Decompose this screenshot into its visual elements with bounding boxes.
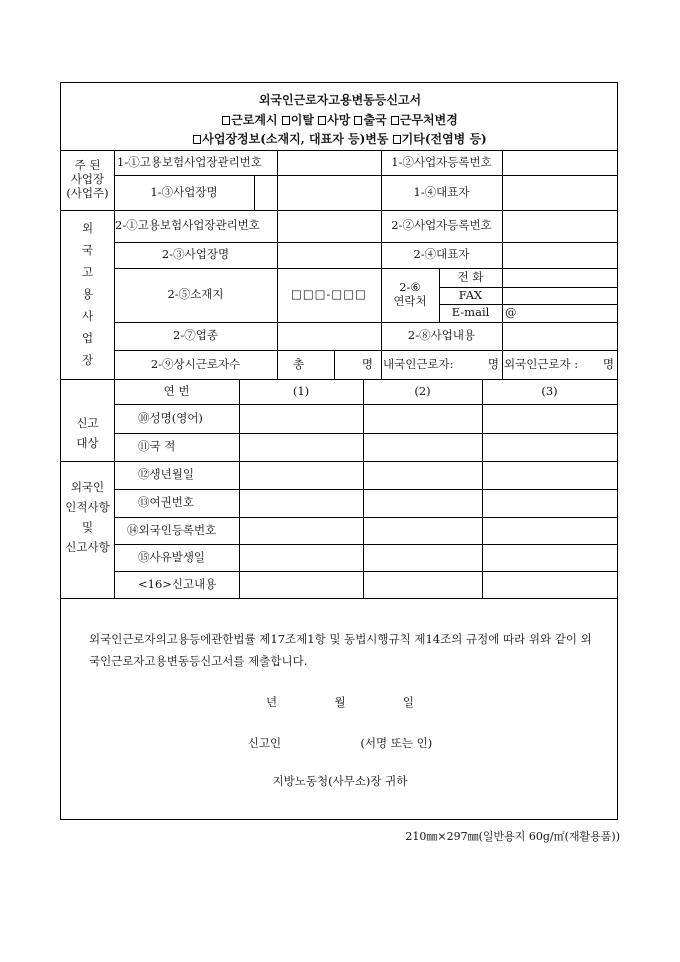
checkbox-departure[interactable]: 출국 (354, 113, 386, 127)
column-1-header: (1) (292, 383, 310, 398)
report-target-header: 신고 대상 (76, 416, 99, 450)
workers-label: 2-⑨상시근로자수 (150, 356, 241, 371)
row-report-content-label: <16>신고내용 (138, 576, 217, 591)
report-form (60, 82, 618, 820)
foreign-name-field[interactable] (277, 242, 381, 268)
date-year-field[interactable]: 년 (266, 695, 278, 709)
checkbox-icon (193, 135, 201, 144)
checkbox-icon (393, 135, 401, 144)
total-workers-field[interactable]: 총 명 (293, 356, 373, 371)
foreign-insurance-no-field[interactable] (277, 210, 381, 242)
fax-label: FAX (458, 287, 483, 302)
main-rep-field[interactable] (502, 175, 617, 210)
phone-field[interactable] (502, 268, 617, 287)
reporter-line (61, 735, 619, 751)
contact-label: 2-⑥ 연락처 (393, 280, 427, 308)
column-2-header: (2) (414, 383, 431, 398)
signature-field[interactable]: (서명 또는 인) (360, 736, 433, 750)
row-name-label: ⑩성명(영어) (138, 410, 203, 425)
date-day-field[interactable]: 일 (402, 695, 414, 709)
main-name-label: 1-③사업장명 (150, 184, 218, 199)
checkbox-icon (354, 116, 362, 125)
checkbox-work-start[interactable]: 근로계시 (222, 113, 277, 127)
foreign-employer-header: 외 국 고 용 사 업 장 (81, 221, 94, 367)
checkbox-workplace-change[interactable]: 근무처변경 (391, 113, 458, 127)
checkbox-other[interactable]: 기타(전염병 등) (393, 132, 487, 146)
declaration-text: 외국인근로자의고용등에관한법률 제17조제1항 및 동법시행규칙 제14조의 규정에 따라 위와 같이 외국인근로자고용변동등신고서를 제출합니다. (89, 632, 592, 668)
row-birthdate-label: ⑫생년월일 (138, 467, 194, 482)
main-insurance-no-field[interactable] (277, 150, 381, 175)
checkbox-icon (391, 116, 399, 125)
main-rep-label: 1-④대표자 (413, 184, 470, 199)
address-label: 2-⑤소재지 (167, 287, 224, 302)
foreign-biz-reg-no-field[interactable] (502, 210, 617, 242)
main-name-field[interactable] (277, 175, 381, 210)
reporter-label: 신고인 (247, 736, 282, 750)
row-event-date-label: ⑮사유발생일 (138, 549, 206, 564)
foreign-workers-field[interactable]: 외국인근로자 : 명 (504, 356, 614, 371)
email-label: E-mail (451, 305, 490, 320)
checkbox-icon (282, 116, 290, 125)
main-employer-header: 주 된 사업장 (사업주) (66, 158, 109, 200)
paper-spec-footer: 210㎜×297㎜(일반용지 60g/㎡(재활용품)) (405, 830, 620, 843)
foreign-biz-reg-no-label: 2-②사업자등록번호 (391, 218, 492, 233)
checkbox-employer-info-change[interactable]: 사업장정보(소재지, 대표자 등)변동 (193, 132, 388, 146)
email-field[interactable]: @ (505, 305, 517, 320)
checkbox-escape[interactable]: 이탈 (282, 113, 314, 127)
fax-field[interactable] (502, 287, 617, 304)
business-field[interactable] (502, 322, 617, 350)
date-month-field[interactable]: 월 (334, 695, 346, 709)
foreigner-info-header: 외국인 인적사항 및 신고사항 (65, 480, 110, 554)
recipient: 지방노동청(사무소)장 귀하 (272, 774, 408, 788)
date-line (61, 694, 619, 710)
row-nationality-label: ⑪국 적 (138, 439, 176, 454)
foreign-rep-field[interactable] (502, 242, 617, 268)
main-biz-reg-no-field[interactable] (502, 150, 617, 175)
checkbox-icon (222, 116, 230, 125)
main-insurance-no-label: 1-①고용보험사업장관리번호 (117, 154, 262, 169)
row-passport-label: ⑬여권번호 (138, 495, 194, 510)
form-type-line-2 (61, 130, 619, 147)
checkbox-icon (318, 116, 326, 125)
serial-label: 연 번 (163, 383, 190, 398)
foreign-name-label: 2-③사업장명 (161, 247, 230, 262)
form-type-line-1 (61, 111, 619, 128)
address-postal-field[interactable]: □□□-□□□ (290, 287, 368, 302)
main-biz-reg-no-label: 1-②사업자등록번호 (391, 154, 492, 169)
checkbox-death[interactable]: 사망 (318, 113, 350, 127)
domestic-workers-field[interactable]: 내국인근로자: 명 (383, 356, 499, 371)
industry-field[interactable] (277, 322, 381, 350)
business-label: 2-⑧사업내용 (407, 328, 476, 343)
phone-label: 전 화 (457, 269, 484, 284)
form-title: 외국인근로자고용변동등신고서 (258, 93, 422, 107)
industry-label: 2-⑦업종 (173, 328, 218, 343)
row-registration-label: ⑭외국인등록번호 (127, 522, 217, 537)
column-3-header: (3) (541, 383, 558, 398)
foreign-rep-label: 2-④대표자 (413, 247, 470, 262)
foreign-insurance-no-label: 2-①고용보험사업장관리번호 (115, 218, 260, 233)
